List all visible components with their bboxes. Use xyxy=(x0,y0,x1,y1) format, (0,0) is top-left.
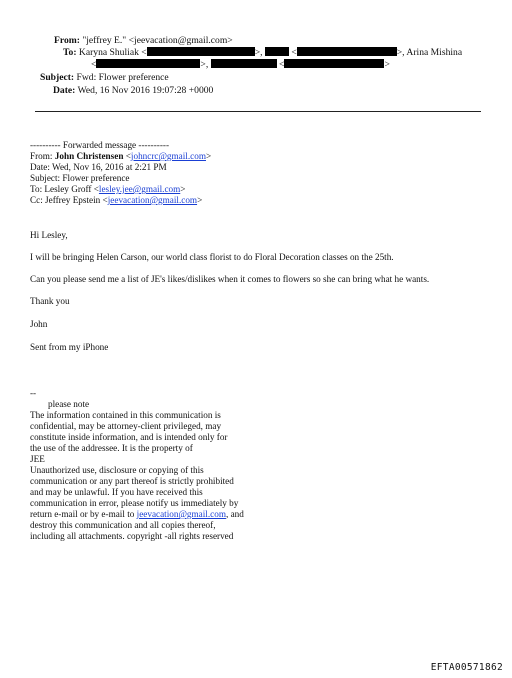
disclaimer-dashes: -- xyxy=(30,388,37,398)
disclaimer-block xyxy=(30,388,244,542)
header-date-value: Wed, 16 Nov 2016 19:07:28 +0000 xyxy=(77,85,214,96)
forwarded-subject-row: Subject: Flower preference xyxy=(30,173,130,183)
disclaimer-line: destroy this communication and all copies thereof, xyxy=(30,520,216,530)
header-subject-label: Subject: xyxy=(40,72,75,83)
header-to-row-continued xyxy=(91,59,390,71)
forwarded-from-close: > xyxy=(205,151,212,161)
header-divider xyxy=(35,111,481,112)
header-to-separator: >, xyxy=(254,47,263,58)
header-to-open: < xyxy=(91,59,97,70)
forwarded-from-row xyxy=(30,151,211,162)
forwarded-date-row: Date: Wed, Nov 16, 2016 at 2:21 PM xyxy=(30,162,167,172)
forwarded-to-close: > xyxy=(180,184,186,194)
forwarded-cc-close: > xyxy=(197,195,203,205)
forwarded-cc-email-link[interactable]: jeevacation@gmail.com xyxy=(107,195,198,205)
disclaimer-email-suffix: , and xyxy=(225,509,244,519)
disclaimer-line: communication in error, please notify us immediately by xyxy=(30,498,239,508)
disclaimer-email-prefix: return e-mail or by e-mail to xyxy=(30,509,137,519)
header-date-row xyxy=(53,85,213,97)
disclaimer-line: Unauthorized use, disclosure or copying of this xyxy=(30,465,204,475)
forwarded-to-email-link[interactable]: lesley.jee@gmail.com xyxy=(98,184,181,194)
body-sent-from: Sent from my iPhone xyxy=(30,342,109,352)
redaction-bar xyxy=(265,47,289,56)
header-to-open: < xyxy=(279,59,285,70)
disclaimer-line: confidential, may be attorney-client privileged, may xyxy=(30,421,222,431)
header-to-open: < xyxy=(291,47,297,58)
forwarded-cc-row xyxy=(30,195,202,206)
header-to-label: To: xyxy=(63,47,77,58)
forwarded-to-prefix: To: Lesley Groff < xyxy=(30,184,99,194)
disclaimer-email-link[interactable]: jeevacation@gmail.com xyxy=(136,509,226,519)
body-paragraph-request: Can you please send me a list of JE's likes/dislikes when it comes to flowers so she can bring what he wants. xyxy=(30,274,430,284)
disclaimer-line-email xyxy=(30,509,244,520)
forwarded-from-name: John Christensen xyxy=(54,151,124,161)
document-id-stamp: EFTA00571862 xyxy=(430,662,503,673)
header-to-separator: >, xyxy=(200,59,209,70)
redaction-bar xyxy=(211,59,277,68)
disclaimer-line: and may be unlawful. If you have received this xyxy=(30,487,203,497)
body-paragraph-florist: I will be bringing Helen Carson, our world class florist to do Floral Decoration classes on the 25th. xyxy=(30,252,394,262)
disclaimer-line: including all attachments. copyright -all rights reserved xyxy=(30,531,234,541)
body-signature: John xyxy=(30,319,48,329)
header-from-value: "jeffrey E." <jeevacation@gmail.com> xyxy=(82,35,233,46)
forwarded-banner: ---------- Forwarded message ---------- xyxy=(30,140,170,150)
forwarded-from-open: < xyxy=(123,151,131,161)
forwarded-cc-prefix: Cc: Jeffrey Epstein < xyxy=(30,195,108,205)
header-date-label: Date: xyxy=(53,85,76,96)
disclaimer-line: JEE xyxy=(30,454,45,464)
disclaimer-line: the use of the addressee. It is the property of xyxy=(30,443,193,453)
forwarded-to-row xyxy=(30,184,185,195)
disclaimer-line: communication or any part thereof is strictly prohibited xyxy=(30,476,234,486)
forwarded-from-prefix: From: xyxy=(30,151,55,161)
body-greeting: Hi Lesley, xyxy=(30,230,68,240)
header-subject-value: Fwd: Flower preference xyxy=(76,72,169,83)
forwarded-from-email-link[interactable]: johncrc@gmail.com xyxy=(130,151,206,161)
redaction-bar xyxy=(147,47,255,56)
disclaimer-line: The information contained in this communication is xyxy=(30,410,221,420)
body-thanks: Thank you xyxy=(30,296,70,306)
header-to-prefix: Karyna Shuliak < xyxy=(78,47,147,58)
header-to-close: > xyxy=(384,59,390,70)
redaction-bar xyxy=(297,47,397,56)
header-from-label: From: xyxy=(54,35,80,46)
header-to-tail: >, Arina Mishina xyxy=(396,47,463,58)
header-from-row xyxy=(54,35,233,47)
header-subject-row xyxy=(40,72,169,84)
redaction-bar xyxy=(284,59,384,68)
disclaimer-line: constitute inside information, and is intended only for xyxy=(30,432,228,442)
header-to-row xyxy=(63,47,462,59)
redaction-bar xyxy=(96,59,200,68)
disclaimer-note: please note xyxy=(48,399,90,409)
